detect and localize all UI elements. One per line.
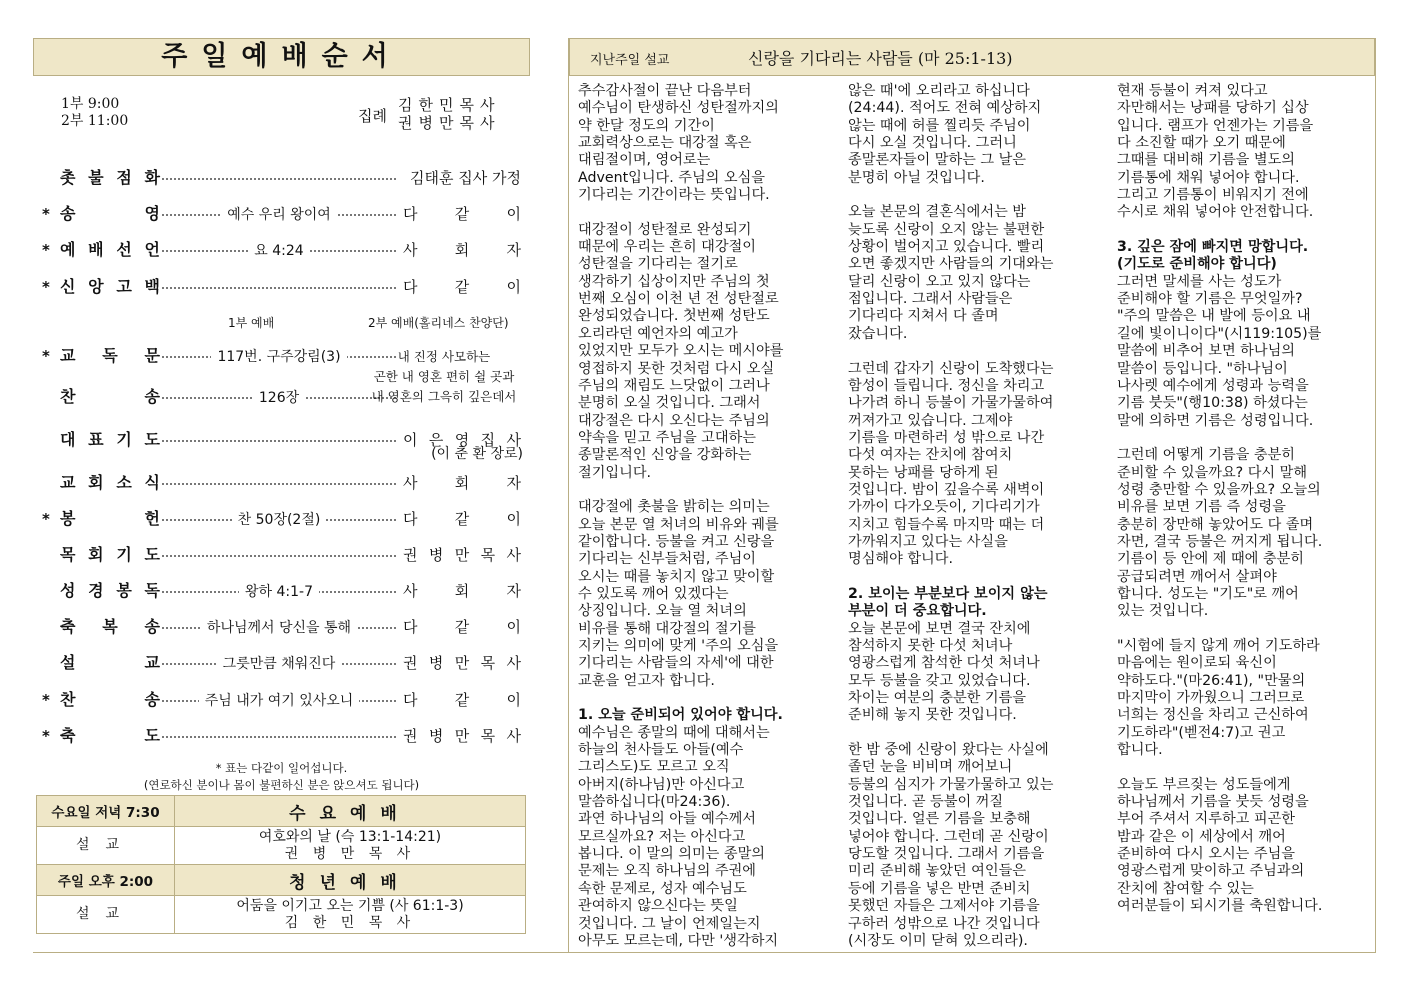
- sermon-text: 한 밤 중에 신랑이 왔다는 사실에 졸던 눈을 비비며 깨어보니 등불의 심지가 가물가물하고 있는 것입니다. 곧 등불이 꺼질 것입니다. 얼른 기름을 보충해 넣어야 합니다. 그런데 곧 신랑이 당도할 것입니다. 그래서 기름을 미리 준비해 놓았던 여인들은 등에 기름을 넣은 반면 준비치 못했던 자들은 그제서야 기름을 구하러 성밖으로 나간 것입니다 (시장도 이미 닫혀 있으리라).: [848, 742, 1054, 949]
- leader-1: 김한민목사: [398, 96, 501, 114]
- order-item-performer: 다 같 이: [403, 691, 521, 709]
- sermon-paragraph: [848, 742, 1108, 950]
- sermon-heading: 2. 보이는 부분보다 보이지 않는 부분이 더 중요합니다.: [848, 585, 1048, 620]
- standing-mark: *: [42, 278, 50, 296]
- order-item-detail: [162, 615, 396, 640]
- sermon-text: 그러면 말세를 사는 성도가 준비해야 할 기름은 무엇일까? "주의 말씀은 내 발에 등이요 내 길에 빛이니이다"(시119:105)를 말씀에 비추어 보면 하나님의 말씀이 등입니다. "하나님이 나사렛 예수에게 성령과 능력을 기름 붓듯"(행10:38) 하셨다는 말에 의하면 기름은 성령입니다.: [1117, 273, 1322, 429]
- service-detail: [175, 896, 526, 934]
- service-detail: [175, 827, 526, 865]
- paragraph-gap: [1117, 222, 1373, 239]
- sermon-text: "시험에 들지 않게 깨어 기도하라 마음에는 원이로되 육신이 약하도다."(마26:41), "만물의 마지막이 가까웠으니 그러므로 너희는 정신을 차리고 근신하여 기도하라"(벧전4:7)고 권고 합니다.: [1117, 638, 1320, 759]
- sermon-title: 여호와의 날 (슥 13:1-14:21): [258, 828, 442, 845]
- sermon-paragraph: [1117, 777, 1373, 916]
- service-time: 수요일 저녁 7:30: [37, 796, 175, 827]
- order-item-detail: [162, 507, 396, 532]
- order-item-name: 봉 헌: [60, 509, 160, 528]
- order-row: [33, 238, 530, 262]
- order-row: [33, 471, 530, 495]
- note-line: * 표는 다같이 일어섭니다.: [215, 761, 348, 775]
- order-item-name: 교 독 문: [60, 346, 160, 365]
- paragraph-gap: [578, 204, 838, 221]
- second-service-label: 2부 예배(홀리네스 찬양단): [368, 316, 509, 330]
- note-line: (연로하신 분이나 몸이 불편하신 분은 앉으셔도 됩니다): [143, 778, 420, 792]
- other-services-table: [36, 795, 526, 934]
- paragraph-gap: [578, 690, 838, 707]
- hymn-line: 내 영혼의 그윽히 깊은데서: [371, 389, 517, 404]
- order-item-name: 설 교: [60, 653, 160, 672]
- sermon-column-1: [578, 83, 838, 950]
- sermon-paragraph: [578, 707, 838, 950]
- sermon-text: 오늘 본문에 보면 결국 잔치에 참석하지 못한 다섯 처녀나 영광스럽게 참석한 다섯 처녀나 모두 등불을 갖고 있었습니다. 차이는 여분의 충분한 기름을 준비해 놓지 못한 것입니다.: [848, 620, 1040, 724]
- order-item-detail-text: 하나님께서 당신을 통해: [201, 620, 357, 636]
- paragraph-gap: [1117, 759, 1373, 776]
- order-item-detail-text: 예수 우리 왕이여: [221, 207, 337, 223]
- worship-order-panel: [33, 38, 530, 948]
- leader-label: 집례: [358, 107, 387, 125]
- sermon-tag: 지난주일 설교: [590, 53, 670, 68]
- leader-dots: [162, 736, 396, 738]
- order-item-name: 송 영: [60, 204, 160, 223]
- sermon-paragraph: [1117, 239, 1373, 430]
- order-item-detail-text: 주님 내가 여기 있사오니: [199, 693, 360, 709]
- sermon-title: 어둠을 이기고 오는 기쁨 (사 61:1-3): [236, 897, 464, 914]
- order-item-detail: [162, 579, 396, 604]
- order-item-performer: 권 병 만 목 사: [403, 546, 521, 564]
- notes: [33, 760, 530, 794]
- sermon-panel: [568, 38, 1376, 952]
- order-item-name: 예 배 선 언: [60, 240, 160, 259]
- prayer-sub-performer: (이 춘 환 장로): [431, 446, 523, 462]
- service-label: 설교: [37, 827, 175, 865]
- paragraph-gap: [848, 725, 1108, 742]
- order-item-name: 축 복 송: [60, 617, 160, 636]
- order-item-name: 찬 송: [60, 387, 160, 406]
- sermon-paragraph: [848, 361, 1108, 569]
- sermon-text: 예수님은 종말의 때에 대해서는 하늘의 천사들도 아들(예수 그리스도)도 모르고 오직 아버지(하나님)만 아신다고 말씀하십니다(마24:36). 과연 하나님의 아들 예수께서 모르실까요? 저는 아신다고 봅니다. 이 말의 의미는 종말의 문제는 오직 하나님의 주권에 속한 문제로, 성자 예수님도 관여하지 않으신다는 뜻일 것입니다. 그 날이 언제일는지 아무도 모르는데, 다만 '생각하지: [578, 724, 779, 949]
- order-item-performer: 사 회 자: [403, 474, 521, 492]
- order-item-performer: 권 병 만 목 사: [403, 654, 521, 672]
- service-name: 청년예배: [175, 865, 526, 896]
- order-item-name: 촛 불 점 화: [60, 168, 160, 187]
- order-item-detail: [162, 651, 396, 676]
- sermon-text: 오늘도 부르짖는 성도들에게 하나님께서 기름을 붓듯 성령을 부어 주셔서 지루하고 피곤한 밤과 같은 이 세상에서 깨어 준비하여 다시 오시는 주님을 영광스럽게 맞이하고 주님과의 잔치에 참여할 수 있는 여러분들이 되시기를 축원합니다.: [1117, 776, 1323, 915]
- standing-mark: *: [42, 727, 50, 745]
- service-label: 설교: [37, 896, 175, 934]
- order-item-performer: 다 같 이: [403, 618, 521, 636]
- sermon-text: 않은 때'에 오리라고 하십니다 (24:44). 적어도 전혀 예상하지 않는 때에 허를 찔리듯 주님이 다시 오실 것입니다. 그러니 종말론자들이 말하는 그 날은 분명히 아닐 것입니다.: [848, 83, 1042, 186]
- preacher: 권 병 만 목 사: [284, 845, 416, 862]
- order-item-performer: 다 같 이: [403, 278, 521, 296]
- order-item-detail-text: 찬 50장(2절): [232, 512, 327, 528]
- sermon-paragraph: [578, 499, 838, 690]
- order-item-performer: 김태훈 집사 가정: [410, 169, 521, 187]
- order-item-name: 신 앙 고 백: [60, 277, 160, 296]
- leader-2: 권병만목사: [398, 114, 501, 132]
- wednesday-service-body: [37, 827, 526, 865]
- order-row: [33, 615, 530, 639]
- sermon-text: 오늘 본문의 결혼식에서는 밤 늦도록 신랑이 오지 않는 불편한 상황이 벌어지고 있습니다. 빨리 오면 좋겠지만 사람들의 기대와는 달리 신랑이 오고 있지 않다는 점입니다. 그래서 사람들은 기다리다 지쳐서 다 졸며 잤습니다.: [848, 204, 1054, 342]
- order-item-detail-text: 126장: [253, 390, 305, 406]
- sermon-column-3: [1117, 83, 1373, 916]
- order-item-detail-text: 117번. 구주강림(3): [211, 349, 346, 365]
- sermon-paragraph: [848, 586, 1108, 725]
- bottom-divider: [33, 952, 1376, 953]
- order-item-name: 목 회 기 도: [60, 545, 160, 564]
- paragraph-gap: [848, 343, 1108, 360]
- order-item-detail: [162, 688, 396, 713]
- sermon-text: 그런데 갑자기 신랑이 도착했다는 함성이 들립니다. 정신을 차리고 나가려 하니 등불이 가물가물하여 꺼져가고 있습니다. 그제야 기름을 마련하러 성 밖으로 나간 다섯 여자는 잔치에 참여치 못하는 낭패를 당하게 된 것입니다. 밤이 깊을수록 새벽이 가까이 다가오듯이, 기다리기가 지치고 힘들수록 마지막 때는 더 가까워지고 있다는 사실을 명심해야 합니다.: [848, 360, 1054, 568]
- order-item-performer: 사 회 자: [403, 582, 521, 600]
- order-item-performer: 권 병 만 목 사: [403, 727, 521, 745]
- order-item-detail-text: 그릇만큼 채워진다: [217, 656, 342, 672]
- paragraph-gap: [1117, 430, 1373, 447]
- order-item-performer: 다 같 이: [403, 205, 521, 223]
- hymn-line: 내 진정 사모하는: [397, 349, 491, 364]
- order-item-performer: 다 같 이: [403, 510, 521, 528]
- hymn-line: 곤한 내 영혼 편히 쉴 곳과: [373, 369, 515, 384]
- order-item-name: 대 표 기 도: [60, 430, 160, 449]
- preacher: 김 한 민 목 사: [284, 914, 416, 931]
- order-item-detail-text: 왕하 4:1-7: [239, 584, 319, 600]
- sermon-paragraph: [1117, 447, 1373, 620]
- wednesday-service-header: [37, 796, 526, 827]
- standing-mark: *: [42, 510, 50, 528]
- first-service-label: 1부 예배: [228, 316, 275, 330]
- sermon-heading: 3. 깊은 잠에 빠지면 망합니다. (기도로 준비해야 합니다): [1117, 239, 1309, 273]
- leader-dots: [162, 555, 396, 557]
- paragraph-gap: [848, 187, 1108, 204]
- order-item-performer: 사 회 자: [403, 241, 521, 259]
- sermon-column-2: [848, 83, 1108, 950]
- second-service-hymns: [358, 347, 530, 407]
- youth-service-body: [37, 896, 526, 934]
- order-row: [33, 579, 530, 603]
- worship-order-title: 주일예배순서: [33, 38, 530, 76]
- sermon-paragraph: [1117, 638, 1373, 759]
- leader-dots: [162, 483, 396, 485]
- order-item-name: 교 회 소 식: [60, 473, 160, 492]
- sermon-text: 대강절이 성탄절로 완성되기 때문에 우리는 흔히 대강절이 성탄절을 기다리는 절기로 생각하기 십상이지만 주님의 첫 번째 오심이 이천 년 전 성탄절로 완성되었습니다. 첫번째 성탄도 오리라던 예언자의 예고가 있었지만 모두가 오시는 메시야를 영접하지 못한 것처럼 다시 오실 주님의 재림도 느닷없이 그러나 분명히 오실 것입니다. 그래서 대강절은 다시 오신다는 주님의 약속을 믿고 주님을 고대하는 종말론적인 신앙을 강화하는 절기입니다.: [578, 221, 784, 481]
- order-row: [33, 202, 530, 226]
- standing-mark: *: [42, 691, 50, 709]
- service-time-2: 2부 11:00: [61, 113, 129, 129]
- leader-dots: [162, 178, 396, 180]
- sermon-text: 그런데 어떻게 기름을 충분히 준비할 수 있을까요? 다시 말해 성령 충만할 수 있을까요? 오늘의 비유를 보면 기름 즉 성령을 충분히 장만해 놓았어도 다 졸며 자면, 결국 등불은 꺼지게 됩니다. 기름이 등 안에 제 때에 충분히 공급되려면 깨어서 살펴야 합니다. 성도는 "기도"로 깨어 있는 것입니다.: [1117, 447, 1323, 620]
- sermon-heading: 1. 오늘 준비되어 있어야 합니다.: [578, 707, 783, 724]
- standing-mark: *: [42, 347, 50, 365]
- order-item-detail: [162, 202, 396, 227]
- service-name: 수요예배: [175, 796, 526, 827]
- sermon-paragraph: [578, 222, 838, 482]
- order-item-detail-text: 요 4:24: [248, 243, 309, 259]
- service-times: [61, 96, 128, 130]
- sermon-title: 신랑을 기다리는 사람들 (마 25:1-13): [748, 49, 1013, 68]
- order-item-name: 찬 송: [60, 690, 160, 709]
- standing-mark: *: [42, 205, 50, 223]
- order-row: [33, 275, 530, 299]
- order-row: [33, 651, 530, 675]
- sermon-text: 대강절에 촛불을 밝히는 의미는 오늘 본문 열 처녀의 비유와 궤를 같이합니다. 등불을 켜고 신랑을 기다리는 신부들처럼, 주님이 오시는 때를 놓치지 않고 맞이할 수 있도록 깨어 있겠다는 상징입니다. 오늘 열 처녀의 비유를 통해 대강절의 절기를 지키는 의미에 맞게 '주의 오심을 기다리는 사람들의 자세'에 대한 교훈을 얻고자 합니다.: [578, 499, 779, 689]
- order-item-name: 축 도: [60, 726, 160, 745]
- order-item-name: 성 경 봉 독: [60, 581, 160, 600]
- order-row: [33, 688, 530, 712]
- leader-dots: [162, 440, 396, 442]
- order-row: [33, 507, 530, 531]
- sermon-paragraph: [848, 204, 1108, 343]
- service-time: 주일 오후 2:00: [37, 865, 175, 896]
- sermon-text: 추수감사절이 끝난 다음부터 예수님이 탄생하신 성탄절까지의 약 한달 정도의 기간이 교회력상으로는 대강절 혹은 대림절이며, 영어로는 Advent입니다. 주님의 오심을 기다리는 기간이라는 뜻입니다.: [578, 83, 779, 204]
- order-row: [33, 166, 530, 190]
- leader-dots: [162, 287, 396, 289]
- order-item-detail: [162, 238, 396, 263]
- sermon-header: [569, 38, 1375, 76]
- sermon-paragraph: [578, 83, 838, 204]
- service-time-1: 1부 9:00: [61, 96, 120, 112]
- paragraph-gap: [848, 569, 1108, 586]
- paragraph-gap: [578, 482, 838, 499]
- sermon-paragraph: [848, 83, 1108, 187]
- order-row: [33, 543, 530, 567]
- order-item-performer: 이 은 영 집 사: [403, 431, 521, 449]
- sermon-paragraph: [1117, 83, 1373, 222]
- paragraph-gap: [1117, 621, 1373, 638]
- leaders: [398, 96, 500, 132]
- order-row: [33, 724, 530, 748]
- youth-service-header: [37, 865, 526, 896]
- sermon-text: 현재 등불이 켜져 있다고 자만해서는 낭패를 당하기 십상 입니다. 램프가 언젠가는 기름을 다 소진할 때가 오기 때문에 그때를 대비해 기름을 별도의 기름통에 채워 넣어야 합니다. 그리고 기름통이 비워지기 전에 수시로 채워 넣어야 안전합니다.: [1117, 83, 1314, 221]
- standing-mark: *: [42, 241, 50, 259]
